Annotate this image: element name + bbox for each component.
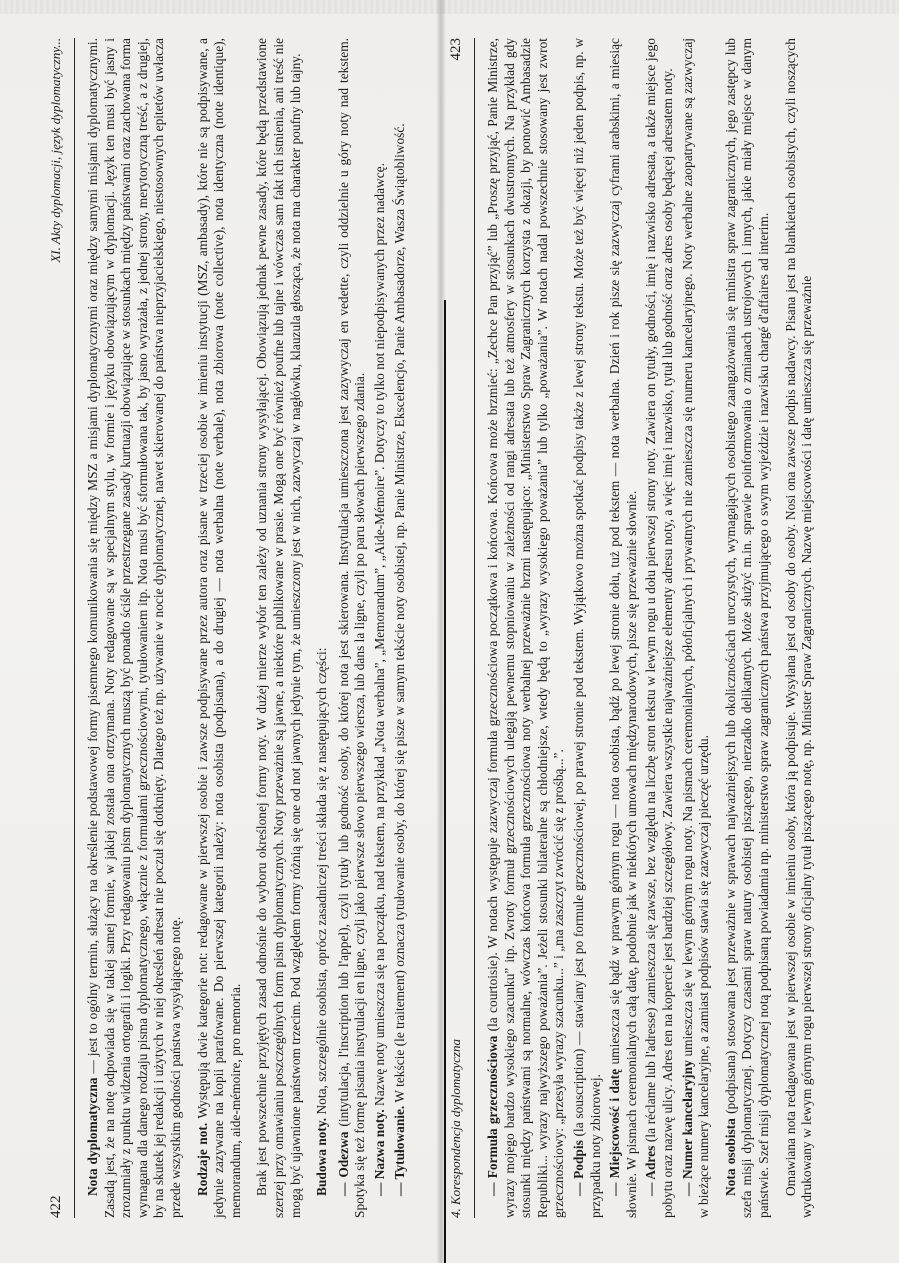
paragraph-lead: — Numer kancelaryjny [679,1060,695,1196]
paragraph-lead: — Adres [643,1145,659,1196]
paragraph-lead: — Nazwa noty. [371,1109,387,1196]
list-item-tytulowanie [392,38,409,1218]
paragraph-text: umieszcza się bądź w prawym górnym rogu — nota osobista, bądź po lewej stronie dołu, tuż pod tekstem — nota werbalna. Dzień i rok pisze się zazwyczaj cyframi arabskimi, a miesiąc słownie. W pismach ceremonialnych całą datę, podobnie jak w niektórych umowach międzynarodowych, pisze się przeważnie słownie. [607,38,639,1218]
paragraph-text: Brak jest powszechnie przyjętych zasad odnośnie do wyboru określonej formy noty. W dużej mierze wybór ten zależy od uznania strony wysyłającej. Obowiązują jednak pewne zasady, które będą przedstawione szerzej przy omawianiu poszczególnych form pism dyplomatycznych. Noty przeważnie są jawne, a niektóre publikowane w prasie. Mogą one być również poufne lub tajne i wówczas sam fakt ich istnienia, ani treść nie mogą być ujawnione państwom trzecim. Pod względem formy różnią się one od not jawnych jedynie tym, że umieszczony jest w nich, zazwyczaj w nagłówku, klauzula głosząca, że nota ma charakter poufny lub tajny. [254,38,303,1218]
right-page-number: 423 [448,38,464,61]
left-running-head [48,38,75,1218]
paragraph-text: (la réclame lub l'adresse) zamieszcza się zawsze, bez względu na liczbę stron tekstu w lewym rogu u dołu pierwszej strony noty. Zawiera on tytuły, godności, imię i nazwisko adresata, a także miejsce jego pobytu oraz nazwę ulicy. Adres ten na kopercie jest bardziej szczegółowy. Zawiera wszystkie najważniejsze elementy adresu noty, a więc imię i nazwisko, tytuł lub godność oraz adres osoby będącej adresatem noty. [643,38,675,1218]
list-item-numer-kancelaryjny [680,38,713,1218]
paragraph-brak-zasad [254,38,304,1218]
paragraph-omawiana-nota [783,38,816,1218]
list-item-nazwa-noty [372,38,389,1218]
right-running-title: 4. Korespondencja dyplomatyczna [448,1039,463,1218]
list-item-formula-grzecznosciowa [485,38,568,1218]
paragraph-lead: — Tytułowanie. [391,1105,407,1196]
paragraph-text: W tekście (le traitement) oznacza tytułowanie osoby, do której się pisze w samym tekście noty osobistej, np. Panie Ministrze, Ekscelencjo, Panie Ambasadorze, Wasza Świątobliwość. [391,123,407,1106]
list-item-odezwa [336,38,369,1218]
paragraph-nota-osobista [723,38,773,1218]
paragraph-lead: — Odezwa [335,1131,351,1196]
paragraph-text: (intytulacja, l'inscription lub l'appel), czyli tytuły lub godność osoby, do której nota jest skierowana. Instytulacja umieszczona jest zazywyczaj en vedette, czyli oddzielnie u góry noty nad tekstem. Spotyka się też formę pisania instytulacji en ligne, czyli jako pierwsze słowo pierwszego wiersza, lub dans la ligne, czyli po paru słowach pierwszego zdania. [335,38,368,1218]
paragraph-lead: Nota osobista [722,1118,738,1196]
paragraph-text: (podpisana) stosowana jest przeważnie w sprawach najważniejszych lub okolicznościach uroczystych, wymagających osobistego zaangażowania się ministra spraw zagranicznych, jego zastępcy lub szefa misji dyplomatycznej. Dotyczy czasami spraw natury osobistej piszącego, nierzadko delikatnych. Może służyć m.in. sprawie poinformowania o zmianach ustrojowych i innych, jakie miały miejsce w danym państwie. Szef misji dyplomatycznej notą podpisaną powiadamia np. ministerstwo spraw zagranicznych państwa przyjmującego o swym wyjeździe i nazwisku chargé d'affaires ad interim. [722,38,771,1218]
paragraph-text: (la souscription) — stawiany jest po formule grzecznościowej, po prawej stronie pod tekstem. Wyjątkowo można spotkać podpisy także z lewej strony tekstu. Może też być więcej niż jeden podpis, np. w przypadku noty zbiorowej. [570,38,603,1218]
paragraph-text: — jest to ogólny termin, służący na określenie podstawowej formy pisemnego komunikowania się między MSZ a misjami dyplomatycznymi oraz między samymi misjami dyplomatycznymi. Zasadą jest, że na notę odpowiada się w takiej samej formie, w jakiej została ona otrzymana. Noty redagowane są w specjalnym stylu, w formie i języku obowiązującym w dyplomacji. Język ten musi być jasny i zrozumiały z punktu widzenia ortografii i logiki. Przy redagowaniu pism dyplomatycznych muszą być ponadto ściśle przestrzegane zasady kurtuazji obowiązujące w stosunkach między państwami oraz zachowana forma wymagana dla danego rodzaju pisma dyplomatycznego, włącznie z formułami grzecznościowymi, tytułowaniem itp. Nota musi być sformułowana tak, by jasno wyrażała, z jednej strony, merytoryczną treść, a z drugiej, by na skutek jej redakcji i użytych w niej określeń adresat nie poczuł się dotknięty. Dlatego też np. używanie w nocie dyplomatycznej, nawet skierowanej do państwa nieprzyjacielskiego, niestosownych epitetów uwłacza przede wszystkim godności państwa wysyłającego notę. [85,38,183,1218]
list-item-miejscowosc-data [607,38,640,1218]
paragraph-text: Omawiana nota redagowana jest w pierwszej osobie w imieniu osoby, która ją podpisuje. Wysyłana jest od osoby do osoby. Nosi ona zawsze podpis nadawcy. Pisana jest na blankietach osobistych, czyli noszących wydrukowany w lewym górnym rogu pierwszej strony oficjalny tytuł piszącego notę, np. Minister Spraw Zagranicznych. Nazwę miejscowości i datę umieszcza się przeważnie [782,38,815,1218]
left-running-title: XI. Akty dyplomacji, język dyplomatyczny... [48,38,63,263]
right-running-head [448,38,475,1218]
scan-edge-noise [0,0,899,14]
paragraph-text: Nazwę noty umieszcza się na początku, nad tekstem, na przykład „Nota werbalna”, „Memorandum”, „Aide-Mémoire”. Dotyczy to tylko not niepodpisywanych przez nadawcę. [371,163,387,1110]
paragraph-text: umieszcza się w lewym górnym rogu noty. Na pismach ceremonialnych, półoficjalnych i prywatnych nie zamieszcza się numeru kancelaryjnego. Noty werbalne zaopatrywane są zazwyczaj w bieżące numery kancelaryjne, a zamiast podpisów stawia się zazwyczaj pieczęć urzędu. [679,38,712,1218]
paragraph-lead: Budowa noty. [314,1117,330,1196]
paragraph-nota-dyplomatyczna [85,38,185,1218]
paragraph-text: Występują dwie kategorie not: redagowane w pierwszej osobie i zawsze podpisywane przez autora oraz pisane w trzeciej osobie w imieniu instytucji (MSZ, ambasady), które nie są podpisywane, a jedynie zazywane na kopii parafowane. Do pierwszej kategorii należy: nota osobista (podpisana), a do drugiej — nota werbalna (note verbale), nota zbiorowa (note collective), nota identyczna (note identique), memorandum, aide-mémoire, pro memoria. [194,38,243,1218]
paragraph-lead: Nota dyplomatyczna [85,1077,100,1196]
paragraph-lead: — Formuła grzecznościowa [485,1035,500,1196]
left-page [48,38,448,1218]
paragraph-rodzaje-not [195,38,245,1218]
paragraph-lead: — Podpis [570,1140,586,1196]
right-page-body [475,38,816,1218]
list-item-podpis [571,38,604,1218]
left-page-body [75,38,408,1218]
right-page [448,38,848,1218]
paragraph-lead: — Miejscowość i datę [607,1068,623,1196]
paragraph-lead: Rodzaje not. [194,1122,210,1196]
list-item-adres [643,38,676,1218]
paragraph-budowa-noty [314,38,331,1218]
book-gutter-line [444,300,446,1263]
paragraph-text: (la courtoisie). W notach występuje zazwyczaj formuła grzecznościowa początkowa i końcowa. Końcowa może brzmieć: „Zechce Pan przyjąć” lub „Proszę przyjąć, Panie Ministrze, wyrazy mojego bardzo wysokiego szacunku” itp. Zwroty formuł grzecznościowych ulegają pewnemu stopniowaniu w zależności od rangi adresata lub też atmosfery w stosunkach dwustronnych. Na przykład gdy stosunki między państwami są normalne, wówczas końcowa formuła grzecznościowa noty werbalnej przeważnie brzmi następująco: „Ministerstwo Spraw Zagranicznych korzysta z okazji, by ponowić Ambasadzie Republiki... wyrazy najwyższego poważania”. Jeżeli stosunki bilateralne są chłodniejsze, wtedy będą to „wyrazy wysokiego poważania” lub tylko „poważania”. W notach nadal powszechnie stosowany jest zwrot grzecznościowy: „przesyła wyrazy szacunku...” i „ma zaszczyt zwrócić się z prośbą...”. [485,38,567,1218]
left-page-number: 422 [48,1195,64,1218]
paragraph-text: Nota, szczególnie osobista, oprócz zasadniczej treści składa się z następujących części: [314,647,330,1118]
